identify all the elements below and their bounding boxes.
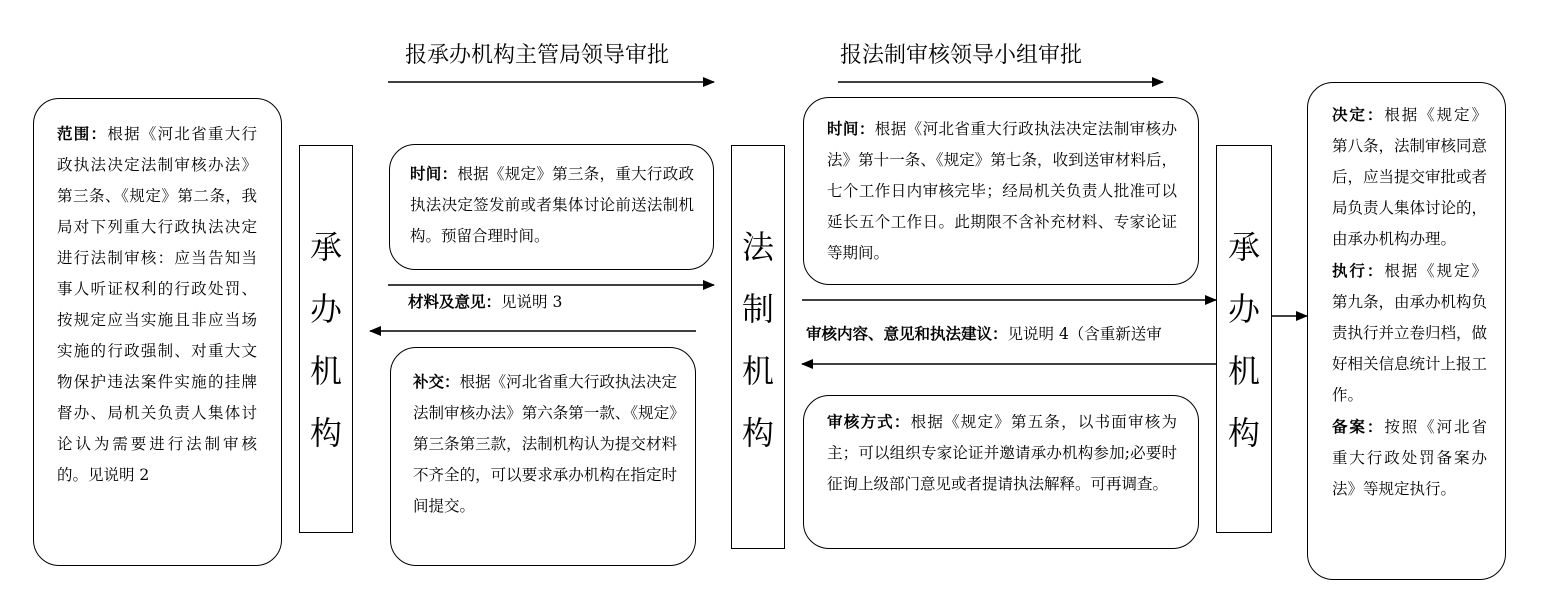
- undertaking-unit-right-label: 承 办 机 构: [1227, 228, 1260, 452]
- legal-institution-label: 法 制 机 构: [741, 228, 774, 452]
- legal-institution-center: [731, 145, 785, 549]
- header-bureau-approval: 报承办机构主管局领导审批: [405, 43, 670, 68]
- scope-box: [33, 98, 282, 566]
- review-method-label: 审核方式：: [827, 412, 911, 431]
- review-method-text: [827, 406, 1177, 500]
- outcome-text: [1332, 99, 1487, 505]
- undertaking-unit-left-label: 承 办 机 构: [309, 228, 342, 452]
- submit-time-box: [389, 144, 714, 270]
- review-time-label: 时间：: [827, 119, 875, 138]
- execution-paragraph: 执行：根据《规定》第九条，由承办机构负责执行并立卷归档，做好相关信息统计上报工作。: [1332, 261, 1488, 404]
- review-time-text: [827, 113, 1177, 269]
- submit-time-label: 时间：: [410, 164, 458, 183]
- outcome-box: [1307, 82, 1506, 580]
- review-method-box: [803, 395, 1199, 549]
- supplement-text: [413, 366, 677, 522]
- scope-body: 根据《河北省重大行政执法决定法制审核办法》第三条、《规定》第二条，我局对下列重大行政执法决定进行法制审核：应当告知当事人听证权利的行政处罚、按规定应当实施且非应当场实施的行政强制、对重大文物保护违法案件实施的挂牌督办、局机关负责人集体讨论认为需要进行法制审核的。见说明 2: [57, 125, 257, 484]
- supplement-box: [390, 347, 696, 566]
- undertaking-unit-left: [299, 145, 353, 533]
- header-review-group-approval: 报法制审核领导小组审批: [840, 43, 1083, 68]
- scope-text: [57, 118, 257, 491]
- submit-time-text: [410, 158, 694, 252]
- submit-time-body: 根据《规定》第三条，重大行政政执法决定签发前或者集体讨论前送法制机构。预留合理时间。: [410, 165, 694, 245]
- review-time-box: [803, 97, 1199, 285]
- scope-label: 范围：: [57, 124, 108, 143]
- undertaking-unit-right: [1216, 145, 1272, 533]
- filing-paragraph: 备案：按照《河北省重大行政处罚备案办法》等规定执行。: [1332, 417, 1487, 498]
- materials-label: 材料及意见：见说明 3: [408, 292, 563, 311]
- review-time-body: 根据《河北省重大行政执法决定法制审核办法》第十一条、《规定》第七条，收到送审材料后，七个工作日内审核完毕；经局机关负责人批准可以延长五个工作日。此期限不含补充材料、专家论证等期间。: [827, 120, 1177, 262]
- supplement-body: 根据《河北省重大行政执法决定法制审核办法》第六条第一款、《规定》第三条第三款，法制机构认为提交材料不齐全的，可以要求承办机构在指定时间提交。: [413, 373, 677, 515]
- decision-paragraph: 决定：根据《规定》第八条，法制审核同意后，应当提交审批或者局负责人集体讨论的，由承办机构办理。: [1332, 105, 1488, 248]
- review-content-label: 审核内容、意见和执法建议：见说明 4（含重新送审: [806, 324, 1162, 343]
- supplement-label: 补交：: [413, 372, 460, 391]
- review-method-body: 根据《规定》第五条，以书面审核为主；可以组织专家论证并邀请承办机构参加;必要时征询上级部门意见或者提请执法解释。可再调查。: [827, 413, 1177, 493]
